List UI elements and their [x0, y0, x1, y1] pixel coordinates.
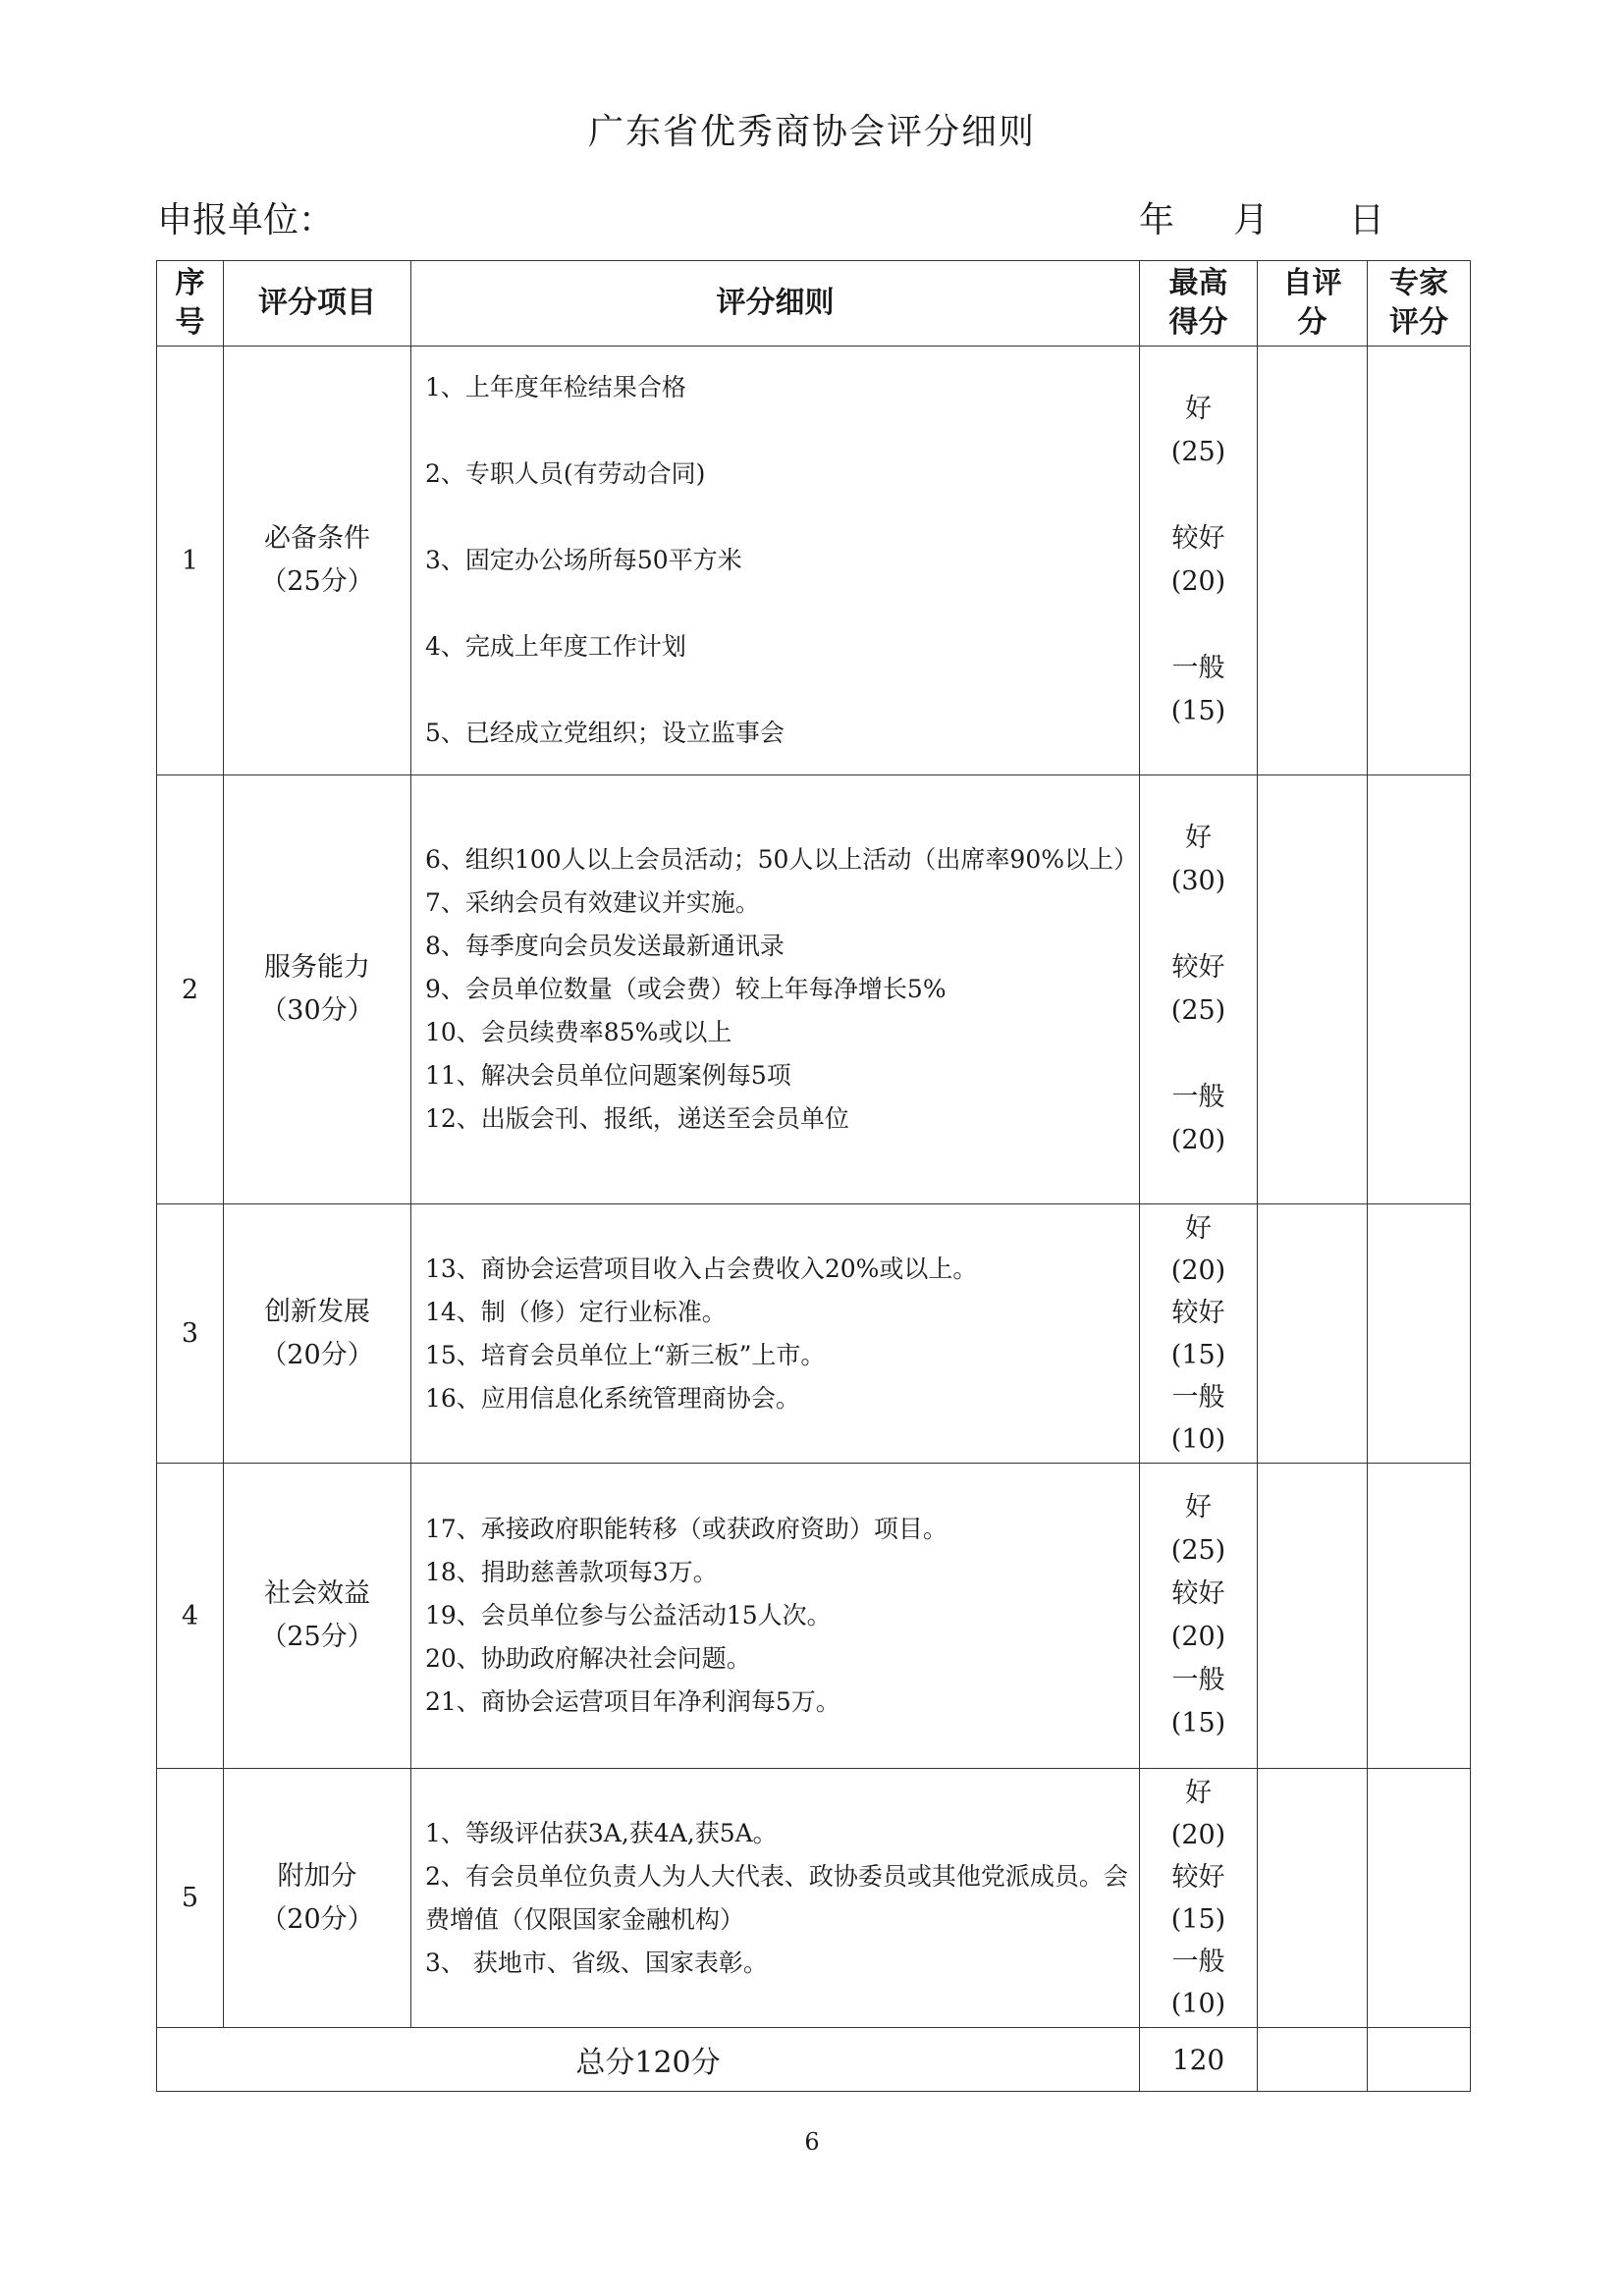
grade-label: 一般: [1171, 1381, 1225, 1413]
category-points: （20分）: [260, 1339, 374, 1370]
grade-points: (25): [1170, 437, 1226, 467]
row-max-score: [1140, 1204, 1258, 1464]
row-category: [224, 347, 411, 775]
self-score-cell[interactable]: [1258, 1769, 1368, 2028]
grade-label: 好: [1185, 1212, 1212, 1244]
category-name: 社会效益: [264, 1578, 370, 1609]
grade-label: 好: [1185, 394, 1212, 424]
grade-label: 一般: [1171, 1665, 1225, 1695]
self-score-cell[interactable]: [1258, 1204, 1368, 1464]
self-score-cell[interactable]: [1258, 775, 1368, 1204]
rule-item: 10、会员续费率85%或以上: [425, 1018, 732, 1046]
page-title: 广东省优秀商协会评分细则: [587, 112, 1036, 152]
rule-item: 15、培育会员单位上“新三板”上市。: [425, 1340, 826, 1369]
row-category: [224, 1769, 411, 2028]
row-max-score: [1140, 775, 1258, 1204]
header-rules: 评分细则: [411, 261, 1140, 347]
grade-points: (10): [1170, 1988, 1226, 2019]
row-max-score: [1140, 1769, 1258, 2028]
rule-item: 3、固定办公场所每50平方米: [425, 546, 742, 574]
row-rules: [411, 1204, 1140, 1464]
row-rules: [411, 775, 1140, 1204]
header-seq: 序 号: [157, 261, 224, 347]
header-max-score: 最高 得分: [1140, 261, 1258, 347]
rule-item: 18、捐助慈善款项每3万。: [425, 1558, 718, 1586]
grade-label: 好: [1185, 1492, 1212, 1522]
row-rules: [411, 1769, 1140, 2028]
table-row: [157, 1769, 1471, 2028]
row-rules: [411, 347, 1140, 775]
grade-label: 好: [1185, 1777, 1212, 1808]
grade-points: (20): [1170, 1622, 1226, 1652]
date-day-label: 日: [1349, 200, 1385, 240]
grade-points: (20): [1170, 1125, 1226, 1155]
expert-score-cell[interactable]: [1368, 1204, 1471, 1464]
row-seq: 3: [157, 1204, 224, 1464]
total-row: [157, 2028, 1471, 2092]
grade-points: (15): [1170, 696, 1226, 726]
expert-score-cell[interactable]: [1368, 1464, 1471, 1769]
expert-score-cell[interactable]: [1368, 1769, 1471, 2028]
total-expert-score-cell[interactable]: [1368, 2028, 1471, 2092]
grade-points: (10): [1170, 1423, 1226, 1455]
grade-label: 一般: [1171, 1946, 1225, 1977]
row-seq: 5: [157, 1769, 224, 2028]
self-score-cell[interactable]: [1258, 1464, 1368, 1769]
grade-points: (15): [1170, 1708, 1226, 1738]
total-max-score: 120: [1140, 2028, 1258, 2092]
category-points: （20分）: [260, 1903, 374, 1935]
category-name: 附加分: [277, 1860, 357, 1892]
category-name: 必备条件: [264, 523, 370, 554]
scoring-table: [156, 260, 1471, 2092]
rule-item: 13、商协会运营项目收入占会费收入20%或以上。: [425, 1254, 978, 1283]
date-line: [1139, 192, 1384, 242]
rule-item: 8、每季度向会员发送最新通讯录: [425, 932, 785, 960]
grade-label: 较好: [1171, 523, 1225, 554]
applicant-label: 申报单位：: [157, 200, 335, 240]
row-category: [224, 1464, 411, 1769]
grade-points: (15): [1170, 1903, 1226, 1935]
rule-item: 12、出版会刊、报纸，递送至会员单位: [425, 1104, 849, 1133]
rule-item: 17、承接政府职能转移（或获政府资助）项目。: [425, 1515, 947, 1543]
grade-points: (30): [1170, 866, 1226, 896]
grade-points: (20): [1170, 1255, 1226, 1286]
rule-item: 4、完成上年度工作计划: [425, 632, 686, 661]
date-year-label: 年: [1139, 200, 1175, 240]
rule-item: 9、会员单位数量（或会费）较上年每净增长5%: [425, 975, 947, 1003]
rule-item: 2、有会员单位负责人为人大代表、政协委员或其他党派成员。会费增值（仅限国家金融机构）: [425, 1861, 1128, 1934]
date-month-label: 月: [1233, 200, 1270, 240]
table-row: [157, 347, 1471, 775]
grade-label: 较好: [1171, 1861, 1225, 1893]
rule-item: 19、会员单位参与公益活动15人次。: [425, 1601, 832, 1629]
grade-label: 较好: [1171, 1578, 1225, 1609]
category-points: （25分）: [260, 1622, 374, 1652]
category-name: 创新发展: [264, 1296, 370, 1327]
row-seq: 4: [157, 1464, 224, 1769]
row-max-score: [1140, 1464, 1258, 1769]
total-self-score-cell[interactable]: [1258, 2028, 1368, 2092]
expert-score-cell[interactable]: [1368, 347, 1471, 775]
rule-item: 1、等级评估获3A,获4A,获5A。: [425, 1818, 778, 1847]
rule-item: 2、专职人员(有劳动合同): [425, 459, 706, 488]
rule-item: 7、采纳会员有效建议并实施。: [425, 888, 760, 917]
category-points: （25分）: [260, 566, 374, 597]
header-expert-score: 专家 评分: [1368, 261, 1471, 347]
grade-points: (15): [1170, 1339, 1226, 1370]
rule-item: 5、已经成立党组织；设立监事会: [425, 719, 785, 747]
rule-item: 16、应用信息化系统管理商协会。: [425, 1383, 800, 1413]
grade-label: 一般: [1171, 653, 1225, 683]
table-row: [157, 775, 1471, 1204]
rule-item: 20、协助政府解决社会问题。: [425, 1644, 751, 1673]
rule-item: 1、上年度年检结果合格: [425, 373, 686, 401]
category-points: （30分）: [260, 995, 374, 1026]
grade-points: (20): [1170, 566, 1226, 597]
table-row: [157, 1464, 1471, 1769]
rule-item: 14、制（修）定行业标准。: [425, 1297, 727, 1326]
grade-label: 较好: [1171, 952, 1225, 983]
page-number: 6: [804, 2128, 820, 2156]
row-seq: 1: [157, 347, 224, 775]
grade-points: (20): [1170, 1819, 1226, 1850]
expert-score-cell[interactable]: [1368, 775, 1471, 1204]
self-score-cell[interactable]: [1258, 347, 1368, 775]
rule-item: 6、组织100人以上会员活动；50人以上活动（出席率90%以上）: [425, 845, 1139, 874]
category-name: 服务能力: [264, 952, 370, 983]
header-row: [157, 261, 1471, 347]
rule-item: 3、 获地市、省级、国家表彰。: [425, 1948, 768, 1977]
grade-label: 较好: [1171, 1297, 1225, 1328]
row-category: [224, 1204, 411, 1464]
rule-item: 21、商协会运营项目年净利润每5万。: [425, 1687, 840, 1716]
header-item: 评分项目: [224, 261, 411, 347]
row-max-score: [1140, 347, 1258, 775]
header-self-score: 自评 分: [1258, 261, 1368, 347]
row-rules: [411, 1464, 1140, 1769]
row-seq: 2: [157, 775, 224, 1204]
total-label: 总分120分: [157, 2028, 1140, 2092]
grade-label: 一般: [1171, 1082, 1225, 1112]
grade-points: (25): [1170, 995, 1226, 1026]
rule-item: 11、解决会员单位问题案例每5项: [425, 1061, 791, 1090]
grade-points: (25): [1170, 1535, 1226, 1566]
row-category: [224, 775, 411, 1204]
grade-label: 好: [1185, 823, 1212, 853]
table-row: [157, 1204, 1471, 1464]
